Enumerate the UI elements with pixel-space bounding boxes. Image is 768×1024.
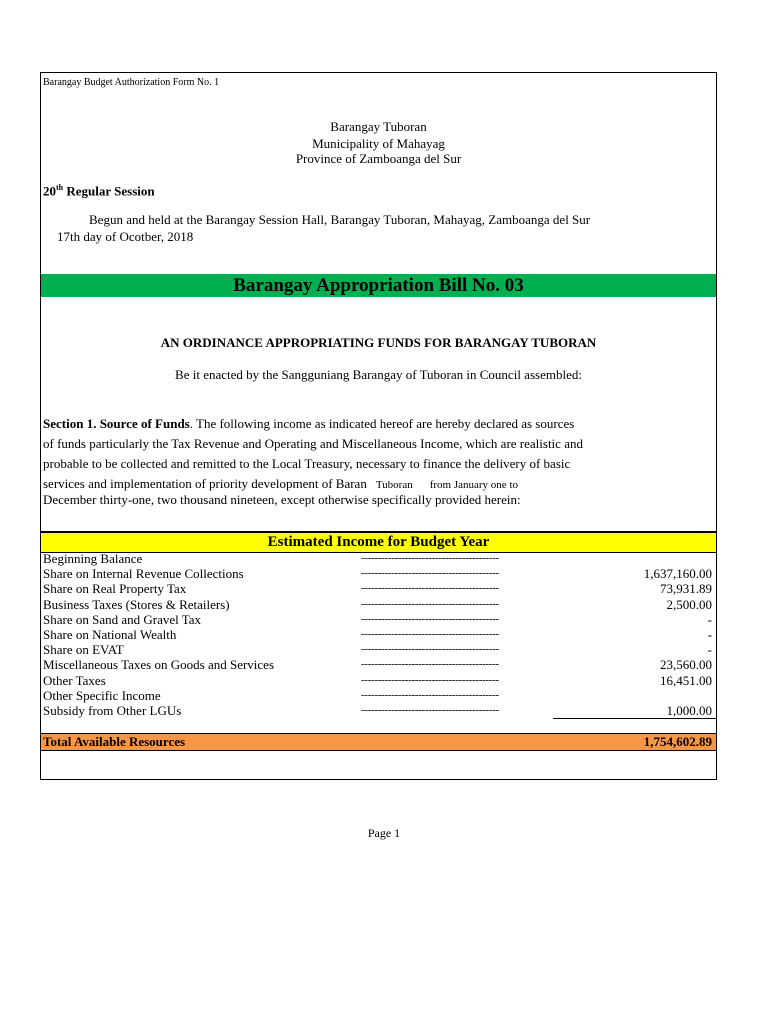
form-label: Barangay Budget Authorization Form No. 1 [43, 77, 220, 88]
income-row [41, 581, 716, 596]
section1-line4: services and implementation of priority development of Baran Tuboran from January one to [43, 476, 518, 491]
subtotal-rule [553, 718, 716, 719]
income-amount: 73,931.89 [660, 581, 712, 597]
ordinance-title: AN ORDINANCE APPROPRIATING FUNDS FOR BARANGAY TUBORAN [160, 335, 597, 350]
enacting-clause: Be it enacted by the Sangguniang Barangay of Tuboran in Council assembled: [175, 367, 582, 382]
dash-leader: ----------------------------------------- [361, 582, 499, 595]
barangay-name: Barangay Tuboran [330, 119, 427, 134]
total-amount: 1,754,602.89 [643, 734, 712, 749]
income-amount: - [707, 611, 712, 627]
income-label: Share on Real Property Tax [43, 581, 187, 597]
dash-leader: ----------------------------------------- [361, 673, 499, 686]
section1-line2: of funds particularly the Tax Revenue and Operating and Miscellaneous Income, which are realistic and [43, 436, 583, 451]
dash-leader: ----------------------------------------- [361, 658, 499, 671]
income-label: Beginning Balance [43, 551, 143, 566]
dash-leader: ----------------------------------------- [361, 552, 499, 564]
income-row [41, 688, 716, 703]
budget-form [40, 72, 717, 780]
municipality-name: Municipality of Mahayag [312, 136, 445, 151]
income-row [41, 612, 716, 627]
page-number: Page 1 [367, 826, 401, 840]
dash-leader: ----------------------------------------- [361, 628, 499, 640]
session-label: 20th Regular Session [43, 183, 155, 199]
income-amount: 1,000.00 [666, 703, 712, 718]
dash-leader: ----------------------------------------- [361, 688, 499, 701]
dash-leader: ----------------------------------------- [361, 597, 499, 610]
income-label: Other Taxes [43, 672, 106, 688]
income-label: Share on National Wealth [43, 627, 177, 642]
section1-line3: probable to be collected and remitted to the Local Treasury, necessary to finance the delivery of basic [43, 456, 571, 471]
bill-title: Barangay Appropriation Bill No. 03 [41, 274, 716, 297]
total-row [41, 733, 716, 751]
income-label: Share on Internal Revenue Collections [43, 566, 244, 582]
income-label: Business Taxes (Stores & Retailers) [43, 596, 230, 612]
session-venue: Begun and held at the Barangay Session Hall, Barangay Tuboran, Mahayag, Zamboanga del Sur [89, 212, 591, 227]
income-label: Share on EVAT [43, 642, 124, 658]
income-label: Other Specific Income [43, 687, 161, 703]
income-amount: - [707, 627, 712, 642]
income-label: Miscellaneous Taxes on Goods and Services [43, 657, 274, 673]
income-label: Share on Sand and Gravel Tax [43, 611, 202, 627]
income-row [41, 642, 716, 657]
dash-leader: ----------------------------------------- [361, 567, 499, 580]
dash-leader: ----------------------------------------- [361, 643, 499, 656]
income-row [41, 627, 716, 642]
section1-line1: Section 1. Source of Funds. The following income as indicated hereof are hereby declared as sources [43, 416, 575, 431]
income-amount: 2,500.00 [666, 596, 712, 612]
income-amount: 23,560.00 [660, 657, 712, 673]
income-amount: 16,451.00 [660, 672, 712, 688]
income-row [41, 703, 716, 718]
income-table-title: Estimated Income for Budget Year [41, 531, 716, 553]
total-label: Total Available Resources [43, 734, 186, 749]
income-row [41, 673, 716, 688]
dash-leader: ----------------------------------------- [361, 612, 499, 625]
income-row [41, 657, 716, 672]
income-amount: 1,637,160.00 [643, 566, 712, 582]
income-row [41, 551, 716, 566]
section1-line5: December thirty-one, two thousand nineteen, except otherwise specifically provided herein: [43, 492, 521, 507]
income-amount: - [707, 642, 712, 658]
income-label: Subsidy from Other LGUs [43, 703, 182, 718]
province-name: Province of Zamboanga del Sur [295, 151, 462, 166]
dash-leader: ----------------------------------------- [361, 704, 499, 716]
income-row [41, 597, 716, 612]
session-date: 17th day of Ocotber, 2018 [57, 229, 194, 244]
income-row [41, 566, 716, 581]
